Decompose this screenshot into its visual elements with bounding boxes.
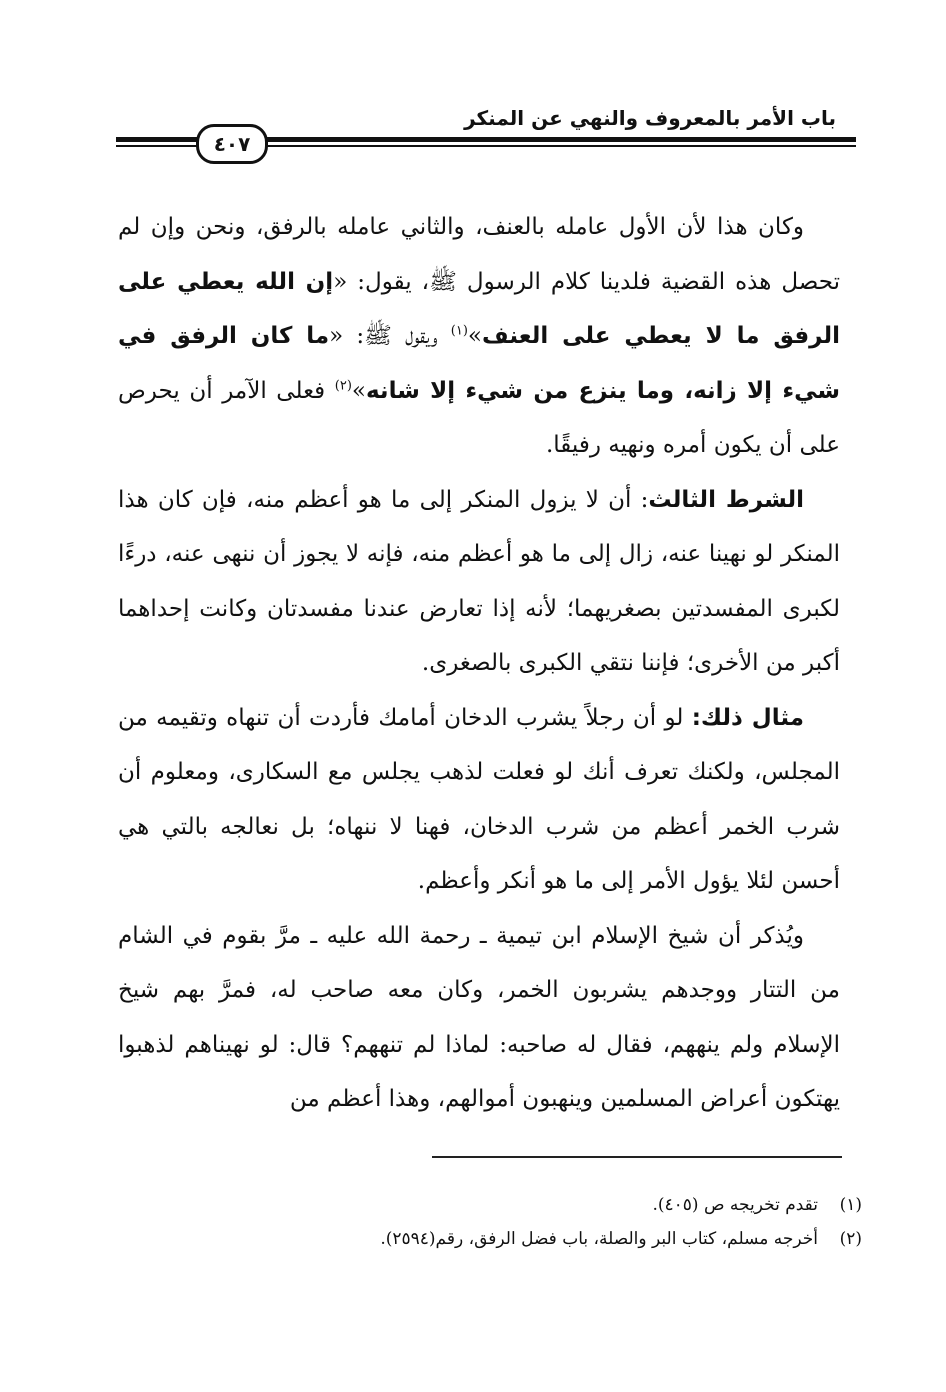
footnotes: [380, 1188, 862, 1256]
hadith-quote-1: إن الله يعطي على الرفق ما لا يعطي على العنف: [118, 268, 840, 349]
p3-text: لو أن رجلاً يشرب الدخان أمامك فأردت أن تنهاه وتقيمه من المجلس، ولكنك تعرف أنك لو فعلت لذهب يجلس مع السكارى، ومعلوم أن شرب الخمر أعظم من شرب الدخان، فهنا لا ننهاه؛ بل نعالجه بالتي هي أحسن لئلا يؤول الأمر إلى ما هو أنكر وأعظم.: [118, 704, 840, 894]
footnote-ref-2: (٢): [334, 377, 352, 393]
footnote-text: أخرجه مسلم، كتاب البر والصلة، باب فضل الرفق، رقم(٢٥٩٤).: [380, 1229, 818, 1249]
p1-text-a: وكان هذا لأن الأول عامله بالعنف، والثاني عامله بالرفق، ونحن وإن لم تحصل هذه القضية فلدينا كلام الرسول ﷺ، يقول: «: [118, 214, 841, 295]
main-text: [118, 200, 840, 1127]
running-header-title: باب الأمر بالمعروف والنهي عن المنكر: [464, 106, 836, 130]
p4-text: ويُذكر أن شيخ الإسلام ابن تيمية ـ رحمة الله عليه ـ مرَّ بقوم في الشام من التتار ووجدهم يشربون الخمر، وكان معه صاحب له، فمرَّ بهم شيخ الإسلام ولم ينههم، فقال له صاحبه: لماذا لم تنههم؟ قال: لو نهيناهم لذهبوا يهتكون أعراض المسلمين وينهبون أموالهم، وهذا أعظم من: [118, 922, 840, 1112]
footnote-number: (٢): [839, 1229, 862, 1249]
p1-quote-close: »: [467, 323, 482, 349]
paragraph-3: [118, 691, 840, 909]
paragraph-1: [118, 200, 840, 473]
p1-text-d: ويقول ﷺ: «: [329, 323, 451, 349]
footnote-separator: [432, 1156, 842, 1158]
p1-quote-close-2: »: [351, 377, 366, 404]
page-number-badge: ٤٠٧: [196, 124, 268, 164]
paragraph-2: [118, 473, 840, 691]
condition-heading: الشرط الثالث: [648, 486, 804, 513]
paragraph-4: [118, 909, 840, 1127]
hadith-quote-2: ما كان الرفق في شيء إلا زانه، وما ينزع من شيء إلا شانه: [118, 323, 840, 404]
footnote-1: [380, 1188, 862, 1222]
footnote-text: تقدم تخريجه ص (٤٠٥).: [652, 1195, 818, 1215]
p2-text: : أن لا يزول المنكر إلى ما هو أعظم منه، فإن كان هذا المنكر لو نهينا عنه، زال إلى ما هو أعظم منه، فإنه لا يجوز أن ننهى عنه، درءًا لكبرى المفسدتين بصغريهما؛ لأنه إذا تعارض عندنا مفسدتان وكانت إحداهما أكبر من الأخرى؛ فإننا نتقي الكبرى بالصغرى.: [118, 486, 840, 676]
p1-text-g: فعلى الآمر أن يحرص على أن يكون أمره ونهيه رفيقًا.: [118, 377, 840, 458]
footnote-ref-1: (١): [450, 323, 468, 339]
footnote-2: [380, 1222, 862, 1256]
footnote-number: (١): [839, 1195, 862, 1215]
example-heading: مثال ذلك:: [691, 704, 804, 731]
